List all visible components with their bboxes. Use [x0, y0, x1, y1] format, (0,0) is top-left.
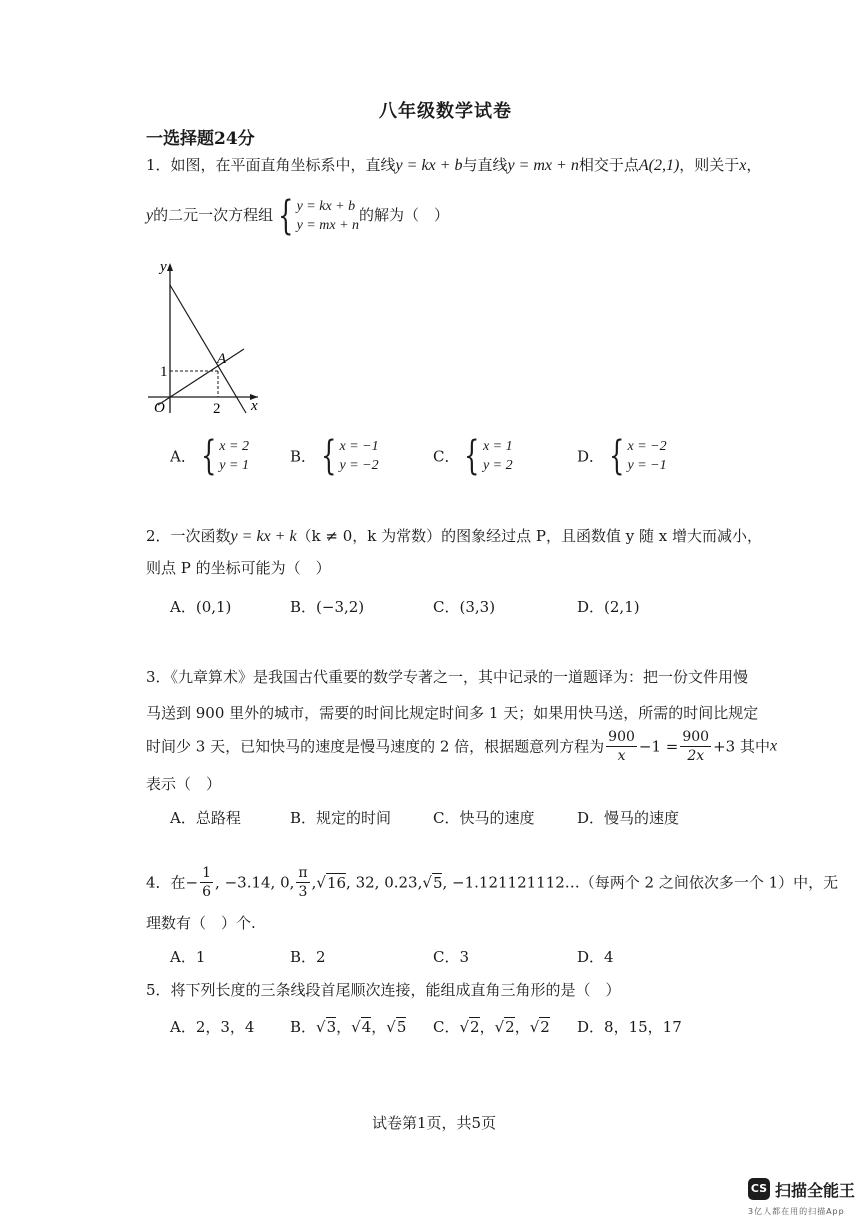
sqrt-icon: √	[351, 1018, 361, 1036]
q2-option-c-label: C．	[433, 598, 460, 616]
q4-option-a-value: 1	[195, 948, 206, 966]
q3-fraction-2	[680, 728, 711, 765]
q1-option-d-label: D．	[577, 447, 605, 466]
q2-line2: 则点 P 的坐标可能为（ ）	[146, 559, 331, 577]
q4-option-b-label: B．	[290, 948, 317, 966]
q5-option-c-v2: 2	[505, 1018, 515, 1036]
q5-option-a-value: 2，3，4	[195, 1018, 255, 1036]
brace-icon: {	[321, 433, 337, 479]
q3-f2-den: 2x	[687, 748, 705, 764]
q1-line1	[146, 155, 761, 176]
q4-line1	[146, 864, 838, 901]
q1-option-d-system	[627, 437, 666, 475]
q1-text-c: 相交于点	[578, 156, 639, 174]
q3-option-d-label: D．	[577, 809, 605, 827]
q2-option-d[interactable]	[577, 596, 640, 617]
sqrt-icon: √	[316, 1018, 326, 1036]
q3-line2: 马送到 900 里外的城市，需要的时间比规定时间多 1 天；如果用快马送，所需的时间比规定	[146, 704, 759, 722]
q4-option-a-label: A．	[170, 948, 196, 966]
sqrt-icon: √	[529, 1018, 540, 1036]
q5-option-d-label: D．	[577, 1018, 605, 1036]
camscanner-logo-icon: CS	[748, 1178, 770, 1200]
point-a-label: A	[217, 351, 227, 367]
q3-option-a-label: A．	[170, 809, 196, 827]
q2-option-b-value: (−3,2)	[316, 598, 365, 616]
q5-sep: ，	[371, 1018, 387, 1036]
q3-option-d[interactable]	[577, 807, 679, 828]
q2-text-b: （k ≠ 0，k 为常数）的图象经过点 P，且函数值 y 随 x 增大而减小，	[296, 527, 763, 545]
q1-option-a[interactable]	[170, 433, 249, 479]
q5-option-b-v3: 5	[396, 1018, 407, 1036]
tick-y-label: 1	[160, 364, 168, 380]
q5-option-d-value: 8，15，17	[604, 1018, 682, 1036]
q3-line1: 3．《九章算术》是我国古代重要的数学专著之一，其中记录的一道题译为：把一份文件用慢	[146, 668, 749, 686]
section-heading: 一选择题24分	[146, 129, 255, 149]
q5-option-c-v1: 2	[470, 1018, 480, 1036]
q4-option-d-label: D．	[577, 948, 605, 966]
q4-option-b-value: 2	[316, 948, 326, 966]
q4-option-c[interactable]	[433, 946, 469, 967]
q2-option-a-value: (0,1)	[195, 598, 232, 616]
q1-graph	[140, 255, 275, 425]
q5-option-b-v1: 3	[326, 1018, 337, 1036]
q3-option-d-value: 慢马的速度	[604, 809, 680, 827]
sqrt-icon: √	[422, 873, 432, 892]
q5-line1: 5．将下列长度的三条线段首尾顺次连接，能组成直角三角形的是（ ）	[146, 981, 621, 999]
q2-option-a-label: A．	[170, 598, 196, 616]
q5-option-b[interactable]	[290, 1016, 406, 1037]
watermark-name: 扫描全能王	[775, 1181, 856, 1200]
tick-x-label: 2	[213, 401, 221, 417]
q4-mid3: , 32, 0.23,	[346, 873, 423, 892]
q3-f1-den: x	[617, 748, 626, 764]
q3-text-a: 时间少 3 天，已知快马的速度是慢马速度的 2 倍，根据题意列方程为	[146, 737, 605, 756]
q1-option-a-row2: y = 1	[219, 458, 249, 473]
x-label: x	[251, 398, 258, 414]
q4-sqrt16: 16	[326, 873, 347, 892]
q1-option-c-system	[483, 437, 513, 475]
q1-sys-row1: y = kx + b	[296, 199, 356, 214]
q1-text-d: ，则关于	[679, 156, 740, 174]
q4-option-b[interactable]	[290, 946, 326, 967]
q1-option-c-row1: x = 1	[482, 439, 513, 454]
q3-option-c[interactable]	[433, 807, 535, 828]
q1-option-d-row1: x = −2	[627, 439, 667, 454]
q1-var-y: y	[146, 207, 154, 224]
q3-f1-num: 900	[608, 729, 635, 745]
q1-comma: ，	[746, 156, 762, 174]
q1-option-b-row2: y = −2	[339, 458, 379, 473]
q4-f2-num: π	[298, 865, 308, 881]
line-kx-b	[170, 285, 246, 413]
q5-sep: ，	[479, 1018, 495, 1036]
q2-text-a: 2．一次函数	[146, 527, 231, 545]
q4-option-d-value: 4	[604, 948, 614, 966]
q3-line4: 表示（ ）	[146, 775, 222, 793]
q4-option-a[interactable]	[170, 946, 205, 967]
q5-option-b-v2: 4	[361, 1018, 372, 1036]
brace-icon: {	[200, 433, 217, 479]
y-label: y	[160, 259, 167, 275]
q1-system	[297, 197, 359, 235]
q1-text-e: 的二元一次方程组	[153, 206, 274, 224]
q1-text-a: 1．如图，在平面直角坐标系中，直线	[146, 156, 396, 174]
q1-option-b-row1: x = −1	[339, 439, 379, 454]
q3-option-a[interactable]	[170, 807, 241, 828]
q1-option-c[interactable]	[433, 433, 513, 479]
q4-f1-num: 1	[202, 865, 212, 881]
q1-option-d[interactable]	[577, 433, 667, 479]
q2-line1	[146, 526, 762, 547]
q1-option-a-row1: x = 2	[219, 439, 249, 454]
q5-sep: ，	[514, 1018, 530, 1036]
q1-line2	[146, 193, 450, 239]
q4-mid2: ,	[311, 873, 317, 892]
sqrt-icon: √	[316, 873, 326, 892]
q1-option-c-label: C．	[433, 447, 460, 466]
q1-option-a-system	[219, 437, 249, 475]
q2-option-d-label: D．	[577, 598, 605, 616]
q4-prefix: 4．在−	[146, 873, 199, 892]
q3-mid: −1 =	[638, 737, 679, 756]
q1-option-b-label: B．	[290, 447, 317, 466]
q3-text-b: +3 其中	[713, 737, 770, 756]
q4-f1-den: 6	[202, 884, 212, 900]
q5-option-c[interactable]	[433, 1016, 550, 1037]
q4-mid1: , −3.14, 0,	[215, 873, 295, 892]
q1-option-d-row2: y = −1	[627, 458, 667, 473]
q2-option-c-value: (3,3)	[459, 598, 496, 616]
q4-line2: 理数有（ ）个.	[146, 914, 256, 932]
q1-point: A(2,1)	[638, 157, 680, 174]
y-arrow-icon	[167, 263, 173, 271]
q3-line3	[146, 728, 777, 765]
brace-icon: {	[278, 193, 294, 239]
q4-sqrt5: 5	[432, 873, 443, 892]
q3-fraction-1	[606, 728, 637, 765]
q1-option-a-label: A．	[170, 447, 196, 466]
sqrt-icon: √	[494, 1018, 505, 1036]
q4-mid4: , −1.121121112…（每两个 2 之间依次多一个 1）中，无	[442, 873, 839, 892]
sqrt-icon: √	[459, 1018, 470, 1036]
q1-text-f: 的解为（ ）	[359, 206, 450, 224]
q1-option-b[interactable]	[290, 433, 379, 479]
q1-eq2: y = mx + n	[507, 157, 579, 174]
page-title: 八年级数学试卷	[379, 101, 512, 122]
q4-f2-den: 3	[298, 884, 308, 900]
brace-icon: {	[464, 433, 480, 479]
q1-eq1: y = kx + b	[395, 157, 463, 174]
q3-option-c-label: C．	[433, 809, 460, 827]
q3-option-b-value: 规定的时间	[316, 809, 392, 827]
q1-text-b: 与直线	[462, 156, 508, 174]
q2-option-c[interactable]	[433, 596, 495, 617]
page-footer: 试卷第1页，共5页	[372, 1114, 497, 1132]
watermark-sub: 3亿人都在用的扫描App	[748, 1207, 845, 1216]
q4-fraction-1	[200, 864, 213, 901]
q2-option-a[interactable]	[170, 596, 231, 617]
q1-sys-row2: y = mx + n	[296, 218, 360, 233]
q4-option-c-value: 3	[459, 948, 470, 966]
q2-option-b[interactable]	[290, 596, 364, 617]
q5-sep: ，	[336, 1018, 352, 1036]
q3-var-x: x	[769, 737, 778, 755]
origin-label: O	[154, 400, 165, 416]
q5-option-c-label: C．	[433, 1018, 460, 1036]
q4-option-c-label: C．	[433, 948, 460, 966]
sqrt-icon: √	[386, 1018, 396, 1036]
q3-option-b-label: B．	[290, 809, 317, 827]
q5-option-c-v3: 2	[540, 1018, 550, 1036]
q1-option-c-row2: y = 2	[482, 458, 513, 473]
q4-fraction-2	[296, 864, 309, 901]
q4-option-d[interactable]	[577, 946, 614, 967]
q3-option-b[interactable]	[290, 807, 391, 828]
q5-option-a-label: A．	[170, 1018, 196, 1036]
q3-option-c-value: 快马的速度	[459, 809, 535, 827]
q2-eq: y = kx + k	[230, 528, 297, 545]
q1-var-x: x	[739, 157, 747, 174]
q3-option-a-value: 总路程	[195, 809, 241, 827]
brace-icon: {	[609, 433, 625, 479]
q5-option-a[interactable]	[170, 1016, 254, 1037]
q2-option-b-label: B．	[290, 598, 317, 616]
q2-option-d-value: (2,1)	[604, 598, 640, 616]
q5-option-d[interactable]	[577, 1016, 682, 1037]
q1-option-b-system	[339, 437, 378, 475]
q3-f2-num: 900	[682, 729, 710, 745]
q5-option-b-label: B．	[290, 1018, 317, 1036]
